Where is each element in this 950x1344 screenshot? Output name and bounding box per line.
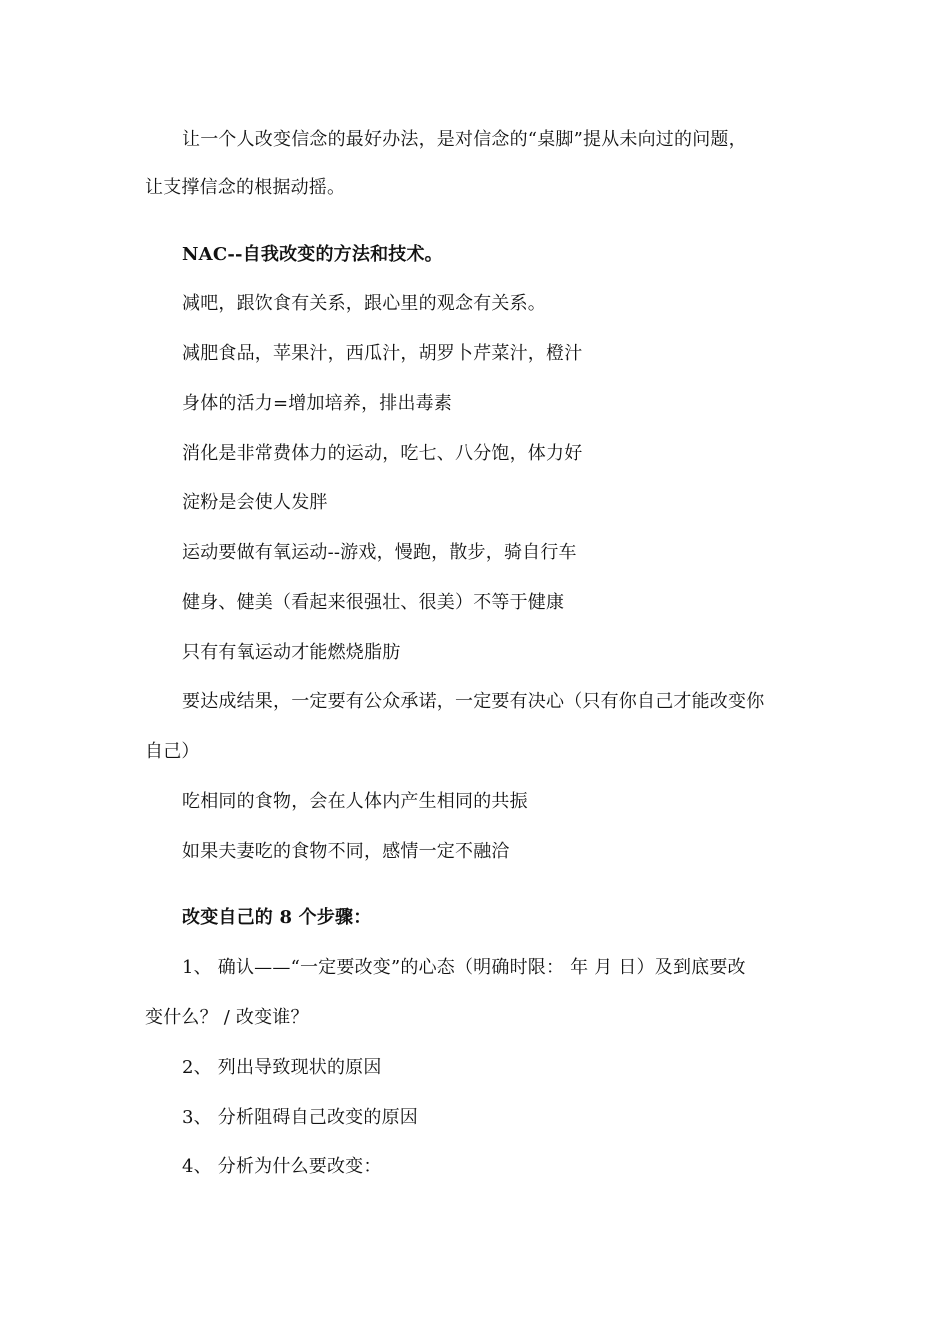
nac-item: 运动要做有氧运动--游戏，慢跑，散步，骑自行车 bbox=[182, 542, 577, 563]
step-item: 3、 分析阻碍自己改变的原因 bbox=[182, 1107, 418, 1128]
nac-item-continuation: 自己） bbox=[145, 741, 200, 762]
nac-item: 吃相同的食物，会在人体内产生相同的共振 bbox=[182, 791, 528, 812]
step-item: 1、 确认——“一定要改变”的心态（明确时限： 年 月 日）及到底要改 bbox=[182, 957, 746, 978]
nac-item: 如果夫妻吃的食物不同，感情一定不融洽 bbox=[182, 841, 510, 862]
nac-item: 只有有氧运动才能燃烧脂肪 bbox=[182, 642, 401, 663]
step-item: 4、 分析为什么要改变： bbox=[182, 1156, 382, 1177]
nac-item: 淀粉是会使人发胖 bbox=[182, 492, 328, 513]
nac-item: 身体的活力=增加培养，排出毒素 bbox=[182, 393, 453, 414]
nac-item: 减肥食品，苹果汁，西瓜汁，胡罗卜芹菜汁，橙汁 bbox=[182, 343, 583, 364]
nac-item: 健身、健美（看起来很强壮、很美）不等于健康 bbox=[182, 592, 565, 613]
step-item: 2、 列出导致现状的原因 bbox=[182, 1057, 382, 1078]
intro-paragraph-line-2: 让支撑信念的根据动摇。 bbox=[145, 177, 346, 198]
nac-heading: NAC--自我改变的方法和技术。 bbox=[182, 244, 443, 265]
steps-heading: 改变自己的 8 个步骤： bbox=[182, 907, 372, 928]
intro-paragraph-line-1: 让一个人改变信念的最好办法，是对信念的“桌脚”提从未向过的问题， bbox=[182, 129, 747, 150]
nac-item: 要达成结果，一定要有公众承诺，一定要有决心（只有你自己才能改变你 bbox=[182, 691, 765, 712]
nac-item: 减吧，跟饮食有关系，跟心里的观念有关系。 bbox=[182, 293, 546, 314]
nac-item: 消化是非常费体力的运动，吃七、八分饱，体力好 bbox=[182, 443, 583, 464]
step-item-continuation: 变什么？ / 改变谁？ bbox=[145, 1007, 309, 1028]
